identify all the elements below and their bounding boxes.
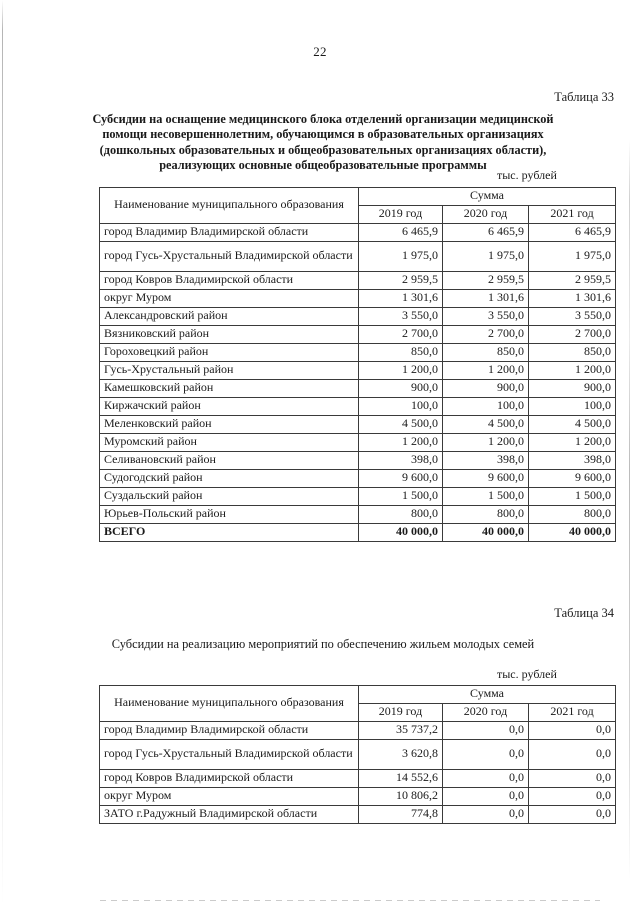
cell-amount-year-3: 0,0 [529,740,616,770]
cell-amount-year-1: 2 700,0 [359,326,443,344]
cell-amount-year-2: 0,0 [443,788,529,806]
cell-amount-year-3: 850,0 [529,344,616,362]
table-row [100,290,616,308]
cell-municipality-name: город Ковров Владимирской области [100,272,359,290]
cell-amount-year-2: 1 200,0 [443,434,529,452]
table-34-body [100,722,616,824]
cell-amount-year-2: 1 200,0 [443,362,529,380]
table-row [100,722,616,740]
cell-amount-year-1: 3 550,0 [359,308,443,326]
table-row [100,308,616,326]
cell-amount-year-1: 4 500,0 [359,416,443,434]
cell-municipality-name: Юрьев-Польский район [100,506,359,524]
cell-municipality-name: ВСЕГО [100,524,359,542]
cell-municipality-name: Селивановский район [100,452,359,470]
table-33-body [100,224,616,542]
cell-municipality-name: Киржачский район [100,398,359,416]
cell-amount-year-2: 800,0 [443,506,529,524]
cell-amount-year-1: 35 737,2 [359,722,443,740]
cell-municipality-name: город Гусь-Хрустальный Владимирской области [100,242,359,272]
column-header-name: Наименование муниципального образования [100,188,359,224]
table-row [100,470,616,488]
cell-amount-year-1: 14 552,6 [359,770,443,788]
table-row [100,452,616,470]
cell-amount-year-3: 1 200,0 [529,434,616,452]
table-row [100,362,616,380]
cell-amount-year-3: 9 600,0 [529,470,616,488]
cell-amount-year-1: 850,0 [359,344,443,362]
cell-amount-year-2: 3 550,0 [443,308,529,326]
cell-amount-year-3: 1 200,0 [529,362,616,380]
table-34-title: Субсидии на реализацию мероприятий по обеспечению жильем молодых семей [111,637,535,651]
cell-amount-year-3: 0,0 [529,806,616,824]
cell-amount-year-2: 0,0 [443,770,529,788]
table-34 [99,685,616,824]
table-row [100,434,616,452]
cell-amount-year-1: 10 806,2 [359,788,443,806]
cell-amount-year-2: 2 959,5 [443,272,529,290]
cell-amount-year-3: 398,0 [529,452,616,470]
column-header-name: Наименование муниципального образования [100,686,359,722]
cell-amount-year-3: 2 700,0 [529,326,616,344]
cell-amount-year-2: 6 465,9 [443,224,529,242]
cell-amount-year-1: 1 301,6 [359,290,443,308]
column-header-year-2020: 2020 год [443,206,529,224]
cell-municipality-name: город Владимир Владимирской области [100,722,359,740]
cell-amount-year-3: 3 550,0 [529,308,616,326]
cell-amount-year-1: 6 465,9 [359,224,443,242]
table-row [100,740,616,770]
table-header-row-group [100,188,616,206]
table-row [100,272,616,290]
column-header-sum: Сумма [359,686,616,704]
cell-municipality-name: Вязниковский район [100,326,359,344]
cell-municipality-name: Камешковский район [100,380,359,398]
cell-amount-year-2: 1 500,0 [443,488,529,506]
cell-municipality-name: округ Муром [100,290,359,308]
table-row [100,506,616,524]
table-row [100,242,616,272]
cell-municipality-name: Меленковский район [100,416,359,434]
cell-amount-year-1: 900,0 [359,380,443,398]
cell-amount-year-2: 1 301,6 [443,290,529,308]
cell-amount-year-3: 4 500,0 [529,416,616,434]
column-header-year-2020: 2020 год [443,704,529,722]
table-row [100,488,616,506]
cell-amount-year-3: 1 301,6 [529,290,616,308]
cell-amount-year-1: 1 500,0 [359,488,443,506]
cell-amount-year-2: 850,0 [443,344,529,362]
cell-amount-year-1: 1 200,0 [359,362,443,380]
cell-amount-year-2: 2 700,0 [443,326,529,344]
cell-municipality-name: город Ковров Владимирской области [100,770,359,788]
table-row [100,398,616,416]
cell-amount-year-2: 0,0 [443,722,529,740]
table-33-title: Субсидии на оснащение медицинского блока отделений организации медицинской помощи несовершеннолетним, обучающимся в образовательных организациях (дошкольных образовательных и общеобразовательных организациях области), реализующих основные общеобразовательные программы [92,112,554,172]
table-row [100,326,616,344]
cell-amount-year-3: 100,0 [529,398,616,416]
cell-amount-year-1: 100,0 [359,398,443,416]
cell-amount-year-3: 2 959,5 [529,272,616,290]
cell-municipality-name: город Гусь-Хрустальный Владимирской области [100,740,359,770]
column-header-sum: Сумма [359,188,616,206]
table-row [100,806,616,824]
cell-amount-year-1: 398,0 [359,452,443,470]
cell-amount-year-1: 774,8 [359,806,443,824]
column-header-year-2021: 2021 год [529,206,616,224]
cell-amount-year-1: 1 200,0 [359,434,443,452]
cell-amount-year-2: 40 000,0 [443,524,529,542]
column-header-year-2019: 2019 год [359,704,443,722]
cell-amount-year-3: 0,0 [529,788,616,806]
cell-municipality-name: ЗАТО г.Радужный Владимирской области [100,806,359,824]
table-33-head [100,188,616,224]
cell-amount-year-3: 1 500,0 [529,488,616,506]
page-number: 22 [313,44,327,59]
cell-amount-year-3: 0,0 [529,722,616,740]
cell-amount-year-2: 1 975,0 [443,242,529,272]
table-row [100,224,616,242]
cell-amount-year-1: 3 620,8 [359,740,443,770]
cell-municipality-name: Гороховецкий район [100,344,359,362]
cell-municipality-name: Муромский район [100,434,359,452]
scan-artifact-bottom-edge [100,900,600,901]
table-34-head [100,686,616,722]
table-row [100,524,616,542]
cell-amount-year-2: 398,0 [443,452,529,470]
cell-municipality-name: Гусь-Хрустальный район [100,362,359,380]
table-34-label: Таблица 34 [554,606,614,620]
cell-amount-year-3: 40 000,0 [529,524,616,542]
table-row [100,788,616,806]
table-row [100,380,616,398]
cell-municipality-name: город Владимир Владимирской области [100,224,359,242]
table-34-units: тыс. рублей [497,667,557,681]
table-33-units: тыс. рублей [497,168,557,182]
cell-amount-year-1: 1 975,0 [359,242,443,272]
cell-amount-year-2: 9 600,0 [443,470,529,488]
cell-amount-year-1: 40 000,0 [359,524,443,542]
table-header-row-group [100,686,616,704]
cell-amount-year-3: 1 975,0 [529,242,616,272]
table-33-label: Таблица 33 [554,90,614,104]
cell-amount-year-1: 800,0 [359,506,443,524]
cell-amount-year-2: 100,0 [443,398,529,416]
table-row [100,344,616,362]
cell-municipality-name: Суздальский район [100,488,359,506]
cell-amount-year-2: 0,0 [443,806,529,824]
cell-municipality-name: Судогодский район [100,470,359,488]
cell-amount-year-3: 900,0 [529,380,616,398]
scan-artifact-left-edge [2,0,3,905]
table-row [100,770,616,788]
cell-amount-year-3: 800,0 [529,506,616,524]
cell-amount-year-3: 6 465,9 [529,224,616,242]
scan-artifact-right-edge [629,140,630,880]
table-row [100,416,616,434]
cell-amount-year-2: 900,0 [443,380,529,398]
column-header-year-2019: 2019 год [359,206,443,224]
cell-amount-year-2: 0,0 [443,740,529,770]
cell-amount-year-1: 2 959,5 [359,272,443,290]
table-33 [99,187,616,542]
cell-amount-year-1: 9 600,0 [359,470,443,488]
cell-municipality-name: округ Муром [100,788,359,806]
cell-amount-year-2: 4 500,0 [443,416,529,434]
column-header-year-2021: 2021 год [529,704,616,722]
cell-municipality-name: Александровский район [100,308,359,326]
cell-amount-year-3: 0,0 [529,770,616,788]
